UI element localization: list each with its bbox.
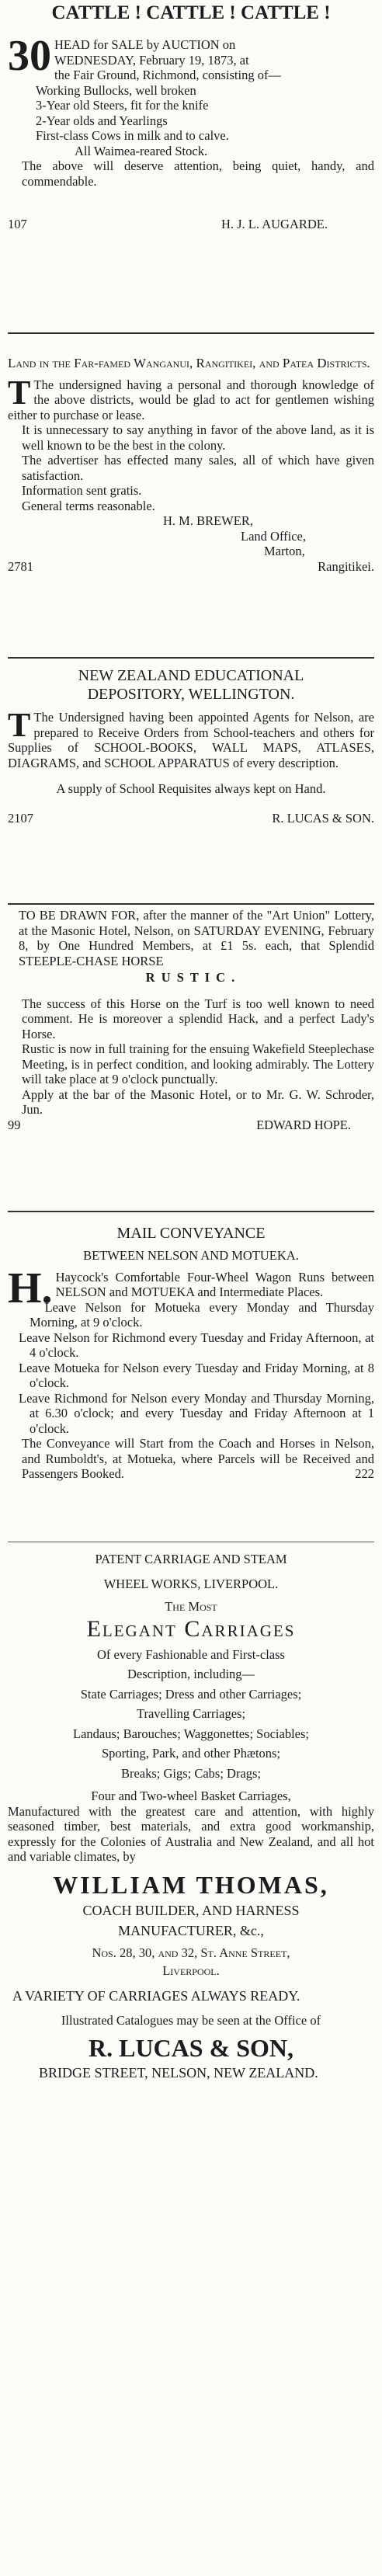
carriage-line-1: Of every Fashionable and First-class [97,1646,285,1662]
cattle-item: All Waimea-reared Stock. [75,143,208,158]
land-title: Land in the Far-famed Wanganui, Rangitikei, and Patea Districts. [8,356,370,370]
carriage-the-most: The Most [165,1599,217,1614]
carriage-title-1: PATENT CARRIAGE AND STEAM [95,1552,287,1566]
mail-lead: Haycock's Comfortable Four-Wheel Wagon Runs between NELSON and MOTUEKA and Intermediate Places. [55,1269,374,1299]
land-sig-line-4: Rangitikei. [318,558,374,574]
land-sig-line-3: Marton, [264,544,305,558]
mail-schedule-item: Leave Richmond for Nelson every Monday and Thursday Morning, at 6.30 o'clock; and every Tuesday and Friday Afternoon at 1 o'clock. [19,1390,374,1436]
land-body-2: It is unnecessary to say anything in favor of the above land, as it is well known to be the best in the colony. [22,422,374,453]
mail-schedule-item: Leave Motueka for Nelson every Tuesday and Friday Morning, at 8 o'clock. [19,1360,374,1390]
carriage-title-2: WHEEL WORKS, LIVERPOOL. [103,1576,279,1591]
rustic-horse: R U S T I C . [145,970,237,985]
educational-body-1: The Undersigned having been appointed Agents for Nelson, are prepared to Receive Orders from School-teachers and others for Supplies of SCHOOL-BOOKS, WALL MAPS, ATLASES, DIAGRAMS, and SCHOOL APPARATUS of every description. [8,710,374,770]
educational-advertisement: NEW ZEALAND EDUCATIONAL DEPOSITORY, WELLINGTON. T The Undersigned having been appointed Agents for Nelson, are prepared to Receive Orders from School-teachers and others for Supplies of SCHOOL-BOOKS, WALL MAPS, ATLASES, DIAGRAMS, and SCHOOL APPARATUS of every description. A supply of School Requisites always kept on Hand. 2107 R. LUCAS & SON. [8,667,374,826]
mail-title-1: MAIL CONVEYANCE [116,1225,266,1242]
carriage-variety: A VARIETY OF CARRIAGES ALWAYS READY. [12,1987,300,2004]
carriage-item: State Carriages; Dress and other Carriages; [80,1686,302,1702]
mail-title-2: BETWEEN NELSON AND MOTUEKA. [83,1248,299,1263]
mail-schedule-item: Leave Nelson for Richmond every Tuesday and Friday Afternoon, at 4 o'clock. [19,1330,374,1360]
land-body-3: The advertiser has effected many sales, all of which have given satisfaction. [22,453,374,483]
land-body-5: General terms reasonable. [22,498,155,513]
carriage-item: Four and Two-wheel Basket Carriages, [91,1789,291,1803]
rustic-signature: EDWARD HOPE. [256,1117,351,1132]
rustic-number: 99 [8,1117,21,1132]
carriage-city: Liverpool. [162,1963,220,1978]
rustic-body-4: Apply at the bar of the Masonic Hotel, or to Mr. G. W. Schroder, Jun. [22,1086,374,1117]
carriage-catalogues: Illustrated Catalogues may be seen at the Office of [61,2012,321,2028]
carriage-advertisement [8,1542,374,2263]
land-advertisement: Land in the Far-famed Wanganui, Rangitikei, and Patea Districts. T The undersigned having a personal and thorough knowledge of the above districts, would be glad to act for gentlemen wishing either to purchase or lease. It is unnecessary to say anything in favor of the above land, as it is well known to be the best in the colony. The advertiser has effected many sales, all of which have given satisfaction. Information sent gratis. General terms reasonable. H. M. BREWER, Land Office, Marton, 2781 Rangitikei. [8,356,374,574]
cattle-items [8,83,374,159]
carriage-agent: R. LUCAS & SON, [88,2034,294,2062]
carriage-maker-2: COACH BUILDER, AND HARNESS [82,1902,300,1918]
cattle-dropcap: 30 [8,32,51,80]
cattle-closing: The above will deserve attention, being quiet, handy, and commendable. [22,158,374,189]
cattle-lead-1: HEAD for SALE by AUCTION on [54,37,236,52]
cattle-number: 107 [8,217,27,231]
educational-title-1: NEW ZEALAND EDUCATIONAL [78,667,304,684]
carriage-maker: WILLIAM THOMAS, [53,1870,329,1899]
carriage-address: Nos. 28, 30, and 32, St. Anne Street, [92,1945,290,1960]
cattle-lead-2: WEDNESDAY, February 19, 1873, at [54,52,249,68]
rustic-body-1: TO BE DRAWN FOR, after the manner of the "Art Union" Lottery, at the Masonic Hotel, Nelson, on SATURDAY EVENING, February 8, by One Hundred Members, at £1 5s. each, that Splendid STEEPLE-CHASE HORSE [19,908,374,968]
carriage-line-2: Description, including— [127,1667,255,1681]
cattle-header: CATTLE ! CATTLE ! CATTLE ! [51,2,331,23]
carriage-body: Manufactured with the greatest care and attention, with highly seasoned timber, best materials, and extra good workmanship, expressly for the Colonies of Australia and New Zealand, and all hot and variable climates, by [8,1803,374,1864]
carriage-item: Landaus; Barouches; Waggonettes; Sociables; [72,1726,309,1741]
cattle-item: First-class Cows in milk and to calve. [36,128,229,143]
land-number: 2781 [8,558,33,574]
land-body-4: Information sent gratis. [22,483,142,498]
carriage-item: Sporting, Park, and other Phætons; [101,1746,281,1761]
land-body-1: The undersigned having a personal and thorough knowledge of the above districts, would be glad to act for gentlemen wishing either to purchase or lease. [8,377,374,422]
carriage-item: Travelling Carriages; [136,1706,246,1721]
mail-closing: The Conveyance will Start from the Coach and Horses in Nelson, and Rumboldt's, at Motueka, where Parcels will be Received and Passengers Booked. [22,1436,374,1481]
rustic-body-2: The success of this Horse on the Turf is too well known to need comment. He is moreover a splendid Hack, and a perfect Lady's Horse. [22,996,374,1041]
cattle-item: 3-Year old Steers, fit for the knife [36,98,209,113]
cattle-item: 2-Year olds and Yearlings [36,113,168,128]
carriage-item: Breaks; Gigs; Cabs; Drags; [120,1765,262,1781]
cattle-lead-3: the Fair Ground, Richmond, consisting of— [54,68,281,82]
carriage-items [8,1687,374,1804]
carriage-maker-3: MANUFACTURER, &c., [118,1922,264,1938]
land-sig-line-2: Land Office, [241,528,306,544]
land-sig-name: H. M. BREWER, [163,513,253,528]
mail-schedule-item: Leave Nelson for Motueka every Monday and Thursday Morning, at 9 o'clock. [30,1299,374,1330]
carriage-agent-address: BRIDGE STREET, NELSON, NEW ZEALAND. [39,2065,318,2081]
mail-dropcap: H. [8,1264,53,1312]
mail-number: 222 [355,1466,374,1481]
educational-signature: R. LUCAS & SON. [272,810,374,826]
educational-number: 2107 [8,810,33,826]
educational-body-2: A supply of School Requisites always kept on Hand. [56,781,326,796]
cattle-advertisement [8,0,374,332]
educational-title-2: DEPOSITORY, WELLINGTON. [87,686,295,703]
cattle-item: Working Bullocks, well broken [36,82,196,98]
carriage-elegant: Elegant Carriages [86,1615,296,1642]
mail-advertisement [8,1212,374,1542]
cattle-signature: H. J. L. AUGARDE. [221,217,328,231]
rustic-body-3: Rustic is now in full training for the ensuing Wakefield Steeplechase Meeting, is in perfect condition, and looking admirably. The Lottery will take place at 9 o'clock punctually. [22,1041,374,1086]
rustic-advertisement [8,905,374,1211]
